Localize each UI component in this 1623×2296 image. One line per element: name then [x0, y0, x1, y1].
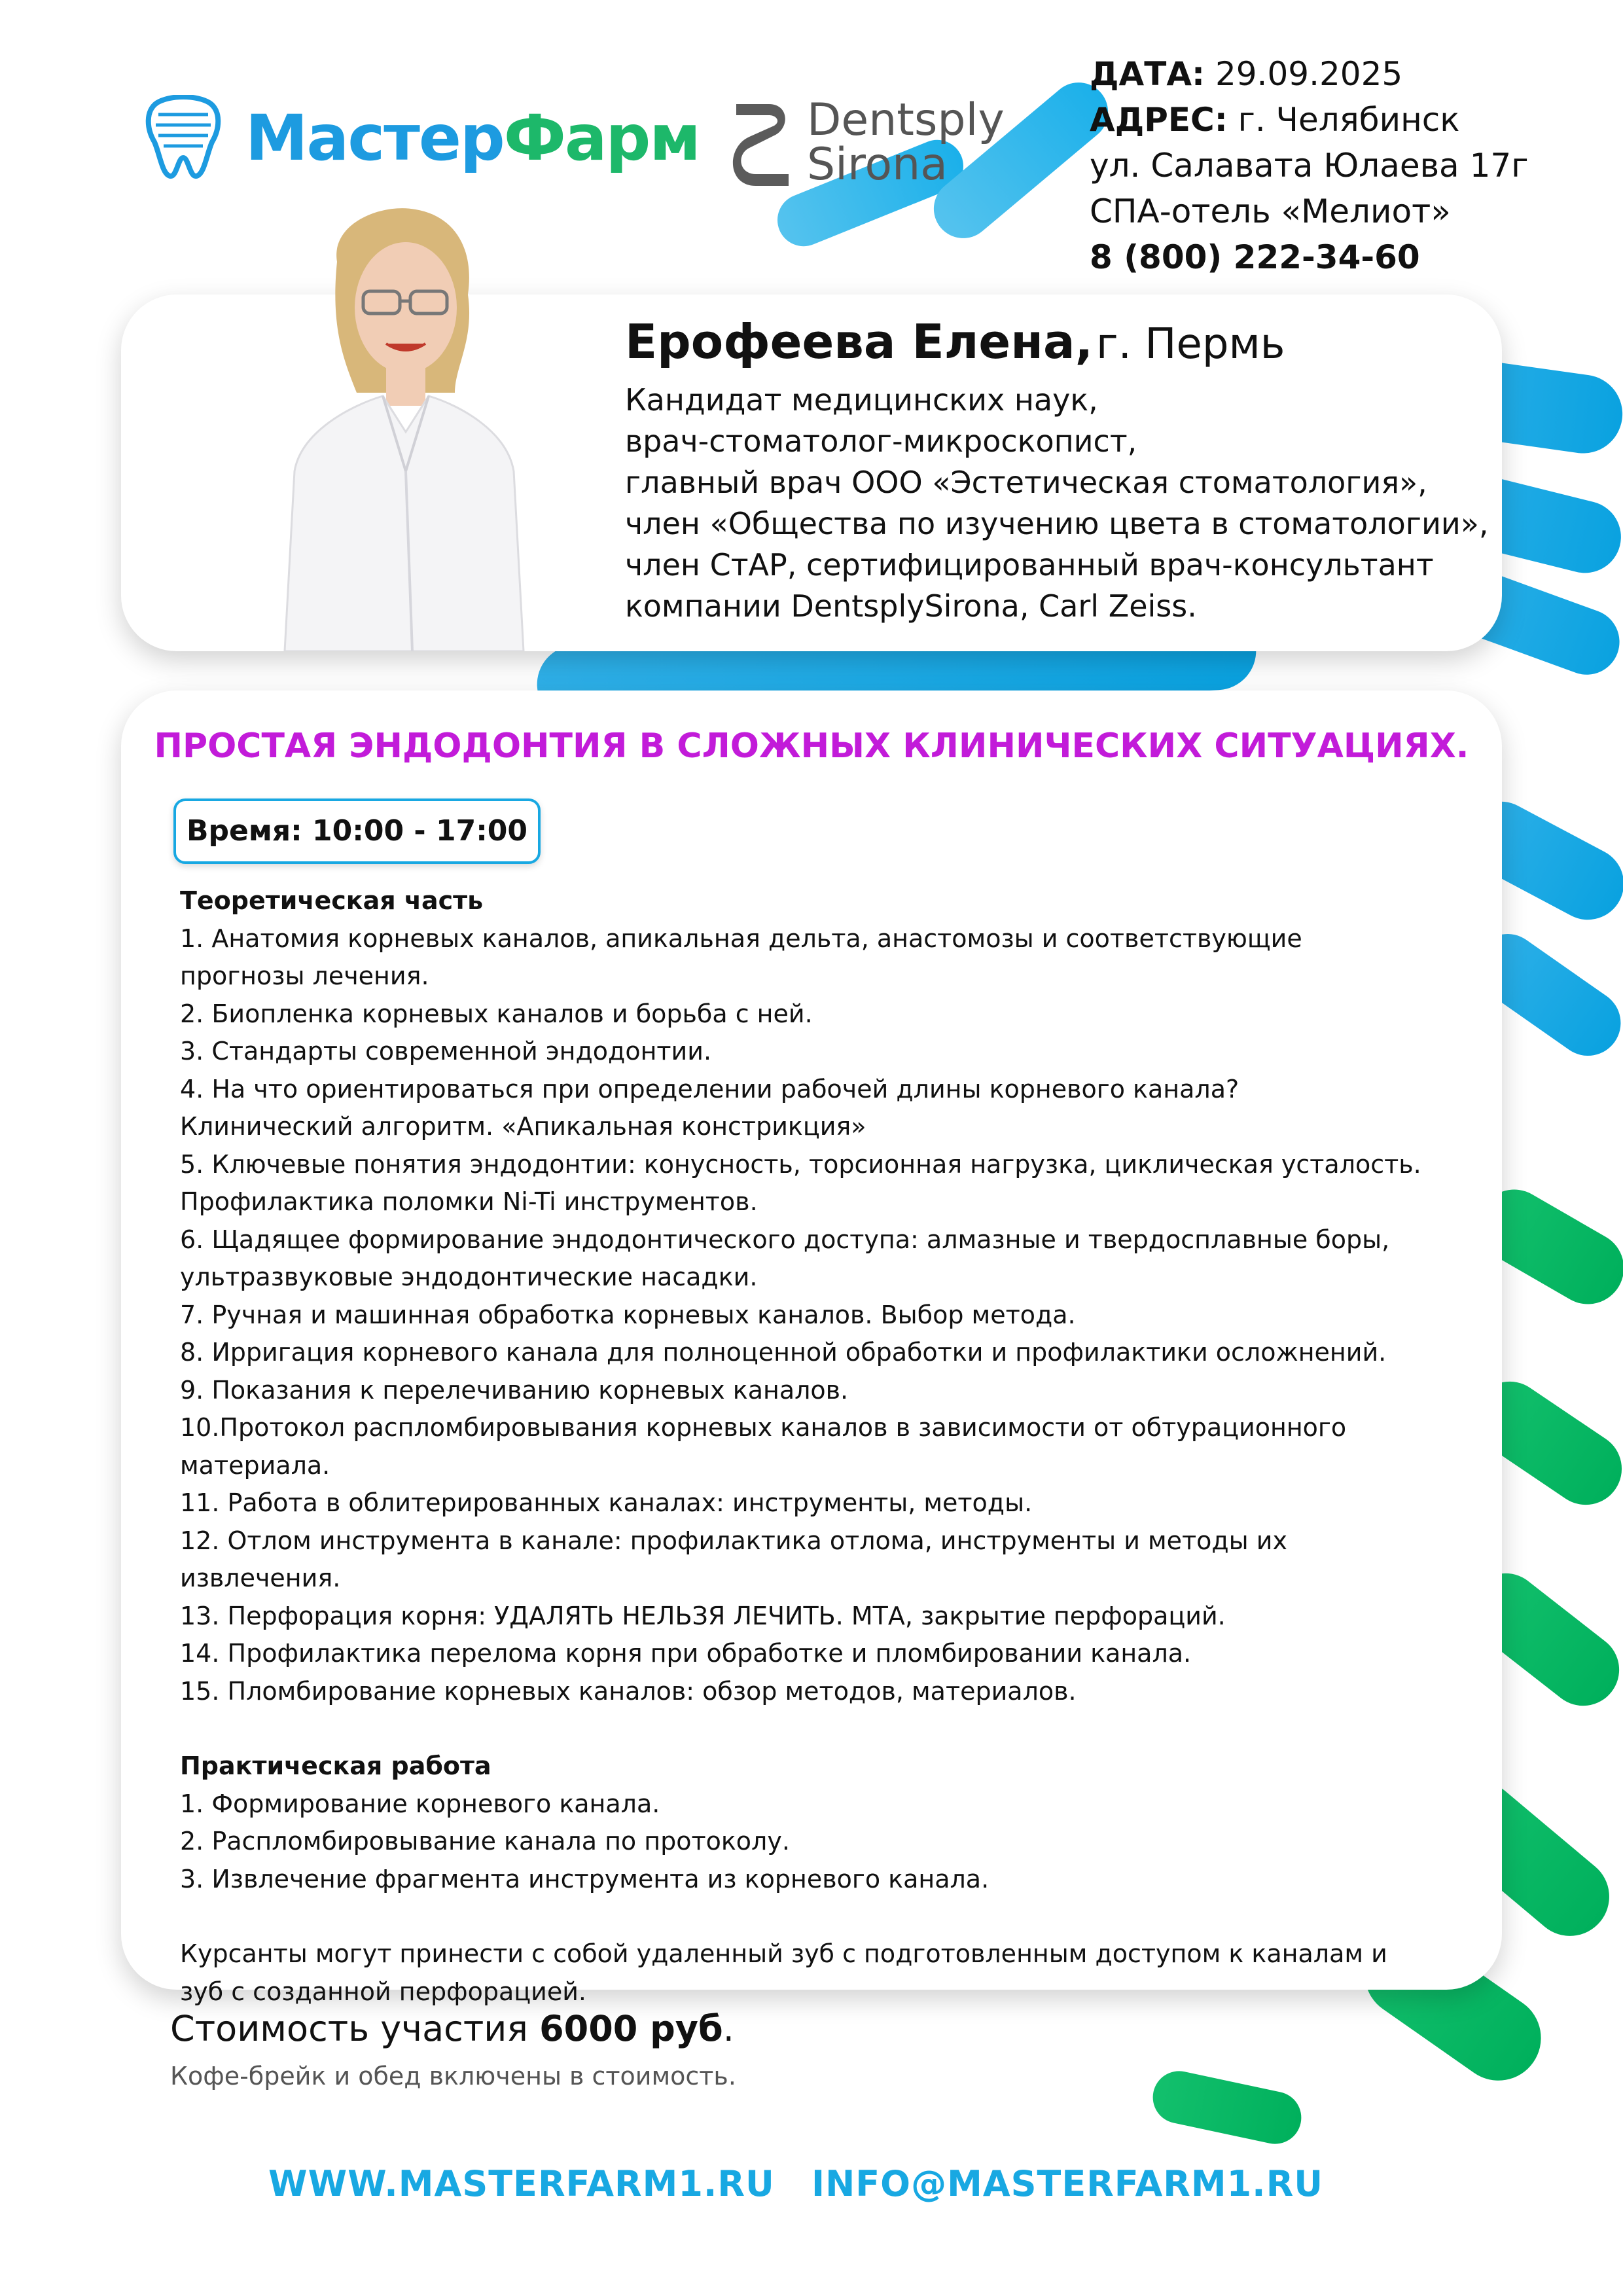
tooth-icon: [144, 95, 223, 180]
speaker-info: [625, 314, 1489, 627]
dentsply-symbol-icon: [730, 101, 795, 189]
theory-line: 3. Стандарты современной эндодонтии.: [180, 1037, 712, 1066]
date-label: ДАТА:: [1090, 55, 1205, 93]
price-amount: 6000 руб: [539, 2008, 723, 2049]
speaker-desc-line: член «Общества по изучению цвета в стоматологии»,: [625, 506, 1489, 541]
price-line: Стоимость участия 6000 руб.: [170, 2008, 734, 2049]
website-link[interactable]: WWW.MASTERFARM1.RU: [268, 2163, 775, 2204]
address-label: АДРЕС:: [1090, 101, 1228, 139]
speaker-name: Ерофеева Елена,: [625, 314, 1093, 369]
theory-line: 11. Работа в облитерированных каналах: инструменты, методы.: [180, 1488, 1033, 1517]
speaker-desc-line: компании DentsplySirona, Carl Zeiss.: [625, 588, 1197, 624]
theory-line: 13. Перфорация корня: УДАЛЯТЬ НЕЛЬЗЯ ЛЕЧИТЬ. МТА, закрытие перфораций.: [180, 1601, 1226, 1630]
theory-line: Клинический алгоритм. «Апикальная констрикция»: [180, 1112, 866, 1141]
practice-line: 1. Формирование корневого канала.: [180, 1789, 660, 1818]
masterfarm-logo: [144, 95, 700, 180]
date-value: 29.09.2025: [1215, 55, 1403, 93]
note-line: Курсанты могут принести с собой удаленный зуб с подготовленным доступом к каналам и: [180, 1939, 1387, 1968]
theory-heading: Теоретическая часть: [180, 886, 484, 915]
theory-line: 8. Ирригация корневого канала для полноценной обработки и профилактики осложнений.: [180, 1338, 1387, 1367]
note-line: зуб с созданной перфорацией.: [180, 1977, 587, 2006]
practice-heading: Практическая работа: [180, 1751, 491, 1780]
address-street: ул. Салавата Юлаева 17г: [1090, 147, 1529, 185]
address-venue: СПА-отель «Мелиот»: [1090, 192, 1451, 230]
theory-line: 12. Отлом инструмента в канале: профилактика отлома, инструменты и методы их извлечения.: [180, 1526, 1287, 1592]
theory-line: 14. Профилактика перелома корня при обработке и пломбировании канала.: [180, 1639, 1192, 1668]
speaker-desc-line: главный врач ООО «Эстетическая стоматология»,: [625, 465, 1427, 500]
brush-stroke-bottom: [1148, 2066, 1306, 2149]
theory-line: 7. Ручная и машинная обработка корневых каналов. Выбор метода.: [180, 1300, 1076, 1329]
theory-line: 6. Щадящее формирование эндодонтического доступа: алмазные и твердосплавные боры,: [180, 1225, 1390, 1254]
dentsply-sirona-logo: [730, 94, 1037, 190]
theory-line: 4. На что ориентироваться при определении рабочей длины корневого канала?: [180, 1074, 1240, 1103]
theory-line: 1. Анатомия корневых каналов, апикальная дельта, анастомозы и соответствующие: [180, 924, 1302, 953]
speaker-photo: [259, 196, 546, 651]
practice-line: 3. Извлечение фрагмента инструмента из корневого канала.: [180, 1864, 990, 1893]
speaker-desc-line: член СтАР, сертифицированный врач-консультант: [625, 547, 1434, 583]
phone-number[interactable]: 8 (800) 222-34-60: [1090, 238, 1420, 276]
practice-line: 2. Распломбировывание канала по протоколу.: [180, 1827, 790, 1856]
speaker-desc-line: Кандидат медицинских наук,: [625, 382, 1098, 418]
time-badge: Время: 10:00 - 17:00: [173, 798, 541, 864]
theory-line: ультразвуковые эндодонтические насадки.: [180, 1263, 758, 1291]
program-body: [180, 882, 1423, 2011]
theory-line: 2. Биопленка корневых каналов и борьба с ней.: [180, 999, 813, 1028]
price-note: Кофе-брейк и обед включены в стоимость.: [170, 2062, 736, 2090]
email-link[interactable]: INFO@MASTERFARM1.RU: [812, 2163, 1324, 2204]
theory-line: материала.: [180, 1450, 330, 1480]
speaker-description: [625, 380, 1489, 627]
theory-line: 15. Пломбирование корневых каналов: обзор методов, материалов.: [180, 1676, 1077, 1706]
theory-line: 5. Ключевые понятия эндодонтии: конусность, торсионная нагрузка, циклическая усталость.: [180, 1149, 1421, 1179]
address-city: г. Челябинск: [1238, 101, 1460, 139]
theory-line: прогнозы лечения.: [180, 961, 429, 990]
speaker-desc-line: врач-стоматолог-микроскопист,: [625, 423, 1137, 459]
theory-line: 10.Протокол распломбировывания корневых каналов в зависимости от обтурационного: [180, 1413, 1347, 1442]
course-title: ПРОСТАЯ ЭНДОДОНТИЯ В СЛОЖНЫХ КЛИНИЧЕСКИХ СИТУАЦИЯХ.: [154, 726, 1469, 766]
theory-line: Профилактика поломки Ni-Ti инструментов.: [180, 1187, 758, 1216]
masterfarm-wordmark: МастерФарм: [245, 101, 700, 175]
dentsply-wordmark: Dentsply Sirona: [807, 94, 1005, 190]
theory-line: 9. Показания к перелечиванию корневых каналов.: [180, 1375, 849, 1405]
speaker-city: г. Пермь: [1096, 320, 1285, 368]
event-info: [1090, 51, 1528, 280]
